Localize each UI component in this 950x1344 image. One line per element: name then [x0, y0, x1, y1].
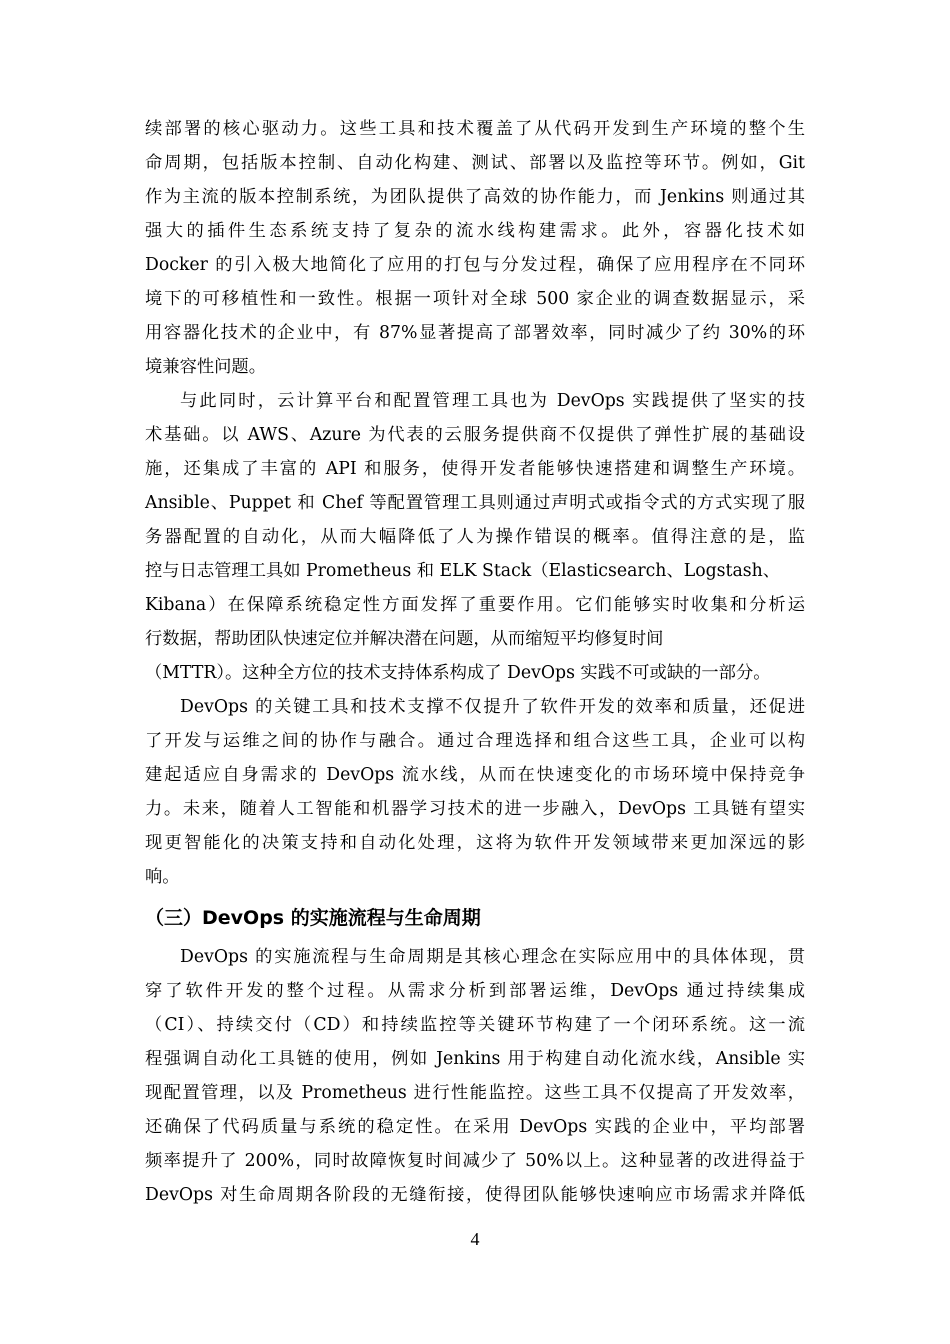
text-line: 程强调自动化工具链的使用，例如 Jenkins 用于构建自动化流水线，Ansible 实 — [145, 1049, 805, 1069]
text-line: DevOps 对生命周期各阶段的无缝衔接，使得团队能够快速响应市场需求并降低 — [145, 1185, 805, 1205]
text-line: DevOps 的关键工具和技术支撑不仅提升了软件开发的效率和质量，还促进 — [180, 697, 805, 717]
text-line: 响。 — [145, 867, 180, 887]
text-line: 命周期，包括版本控制、自动化构建、测试、部署以及监控等环节。例如，Git — [145, 153, 805, 173]
text-line: 频率提升了 200%，同时故障恢复时间减少了 50%以上。这种显著的改进得益于 — [145, 1151, 805, 1171]
text-line: 境兼容性问题。 — [145, 357, 266, 377]
text-line: （MTTR）。这种全方位的技术支持体系构成了 DevOps 实践不可或缺的一部分。 — [145, 663, 771, 683]
text-line: 强大的插件生态系统支持了复杂的流水线构建需求。此外，容器化技术如 — [145, 221, 805, 241]
paragraph-tools — [145, 112, 805, 384]
text-line: （CI）、持续交付（CD）和持续监控等关键环节构建了一个闭环系统。这一流 — [145, 1015, 805, 1035]
section-heading: （三）DevOps 的实施流程与生命周期 — [145, 907, 481, 929]
text-line: 了开发与运维之间的协作与融合。通过合理选择和组合这些工具，企业可以构 — [145, 731, 805, 751]
text-line: 穿了软件开发的整个过程。从需求分析到部署运维，DevOps 通过持续集成 — [145, 981, 805, 1001]
text-line: Ansible、Puppet 和 Chef 等配置管理工具则通过声明式或指令式的方式实现了服 — [145, 493, 805, 513]
text-line: 控与日志管理工具如 Prometheus 和 ELK Stack（Elasticsearch、Logstash、 — [145, 561, 781, 581]
text-line: 力。未来，随着人工智能和机器学习技术的进一步融入，DevOps 工具链有望实 — [145, 799, 805, 819]
body-text — [145, 112, 805, 1212]
text-line: Docker 的引入极大地简化了应用的打包与分发过程，确保了应用程序在不同环 — [145, 255, 805, 275]
text-line: 现配置管理，以及 Prometheus 进行性能监控。这些工具不仅提高了开发效率， — [145, 1083, 805, 1103]
page-number: 4 — [470, 1229, 480, 1249]
text-line: 用容器化技术的企业中，有 87%显著提高了部署效率，同时减少了约 30%的环 — [145, 323, 805, 343]
text-line: 与此同时，云计算平台和配置管理工具也为 DevOps 实践提供了坚实的技 — [180, 391, 805, 411]
text-line: 施，还集成了丰富的 API 和服务，使得开发者能够快速搭建和调整生产环境。 — [145, 459, 805, 479]
paragraph-summary — [145, 690, 805, 894]
text-line: 境下的可移植性和一致性。根据一项针对全球 500 家企业的调查数据显示，采 — [145, 289, 805, 309]
text-line: 作为主流的版本控制系统，为团队提供了高效的协作能力，而 Jenkins 则通过其 — [145, 187, 805, 207]
paragraph-cloud — [145, 384, 805, 690]
text-line: 续部署的核心驱动力。这些工具和技术覆盖了从代码开发到生产环境的整个生 — [145, 119, 805, 139]
text-line: Kibana）在保障系统稳定性方面发挥了重要作用。它们能够实时收集和分析运 — [145, 595, 805, 615]
text-line: 还确保了代码质量与系统的稳定性。在采用 DevOps 实践的企业中，平均部署 — [145, 1117, 805, 1137]
text-line: 务器配置的自动化，从而大幅降低了人为操作错误的概率。值得注意的是，监 — [145, 527, 805, 547]
paragraph-lifecycle — [145, 940, 805, 1212]
text-line: 建起适应自身需求的 DevOps 流水线，从而在快速变化的市场环境中保持竞争 — [145, 765, 805, 785]
text-line: 行数据，帮助团队快速定位并解决潜在问题，从而缩短平均修复时间 — [145, 629, 664, 649]
text-line: 现更智能化的决策支持和自动化处理，这将为软件开发领域带来更加深远的影 — [145, 833, 805, 853]
text-line: DevOps 的实施流程与生命周期是其核心理念在实际应用中的具体体现，贯 — [180, 947, 805, 967]
text-line: 术基础。以 AWS、Azure 为代表的云服务提供商不仅提供了弹性扩展的基础设 — [145, 425, 805, 445]
